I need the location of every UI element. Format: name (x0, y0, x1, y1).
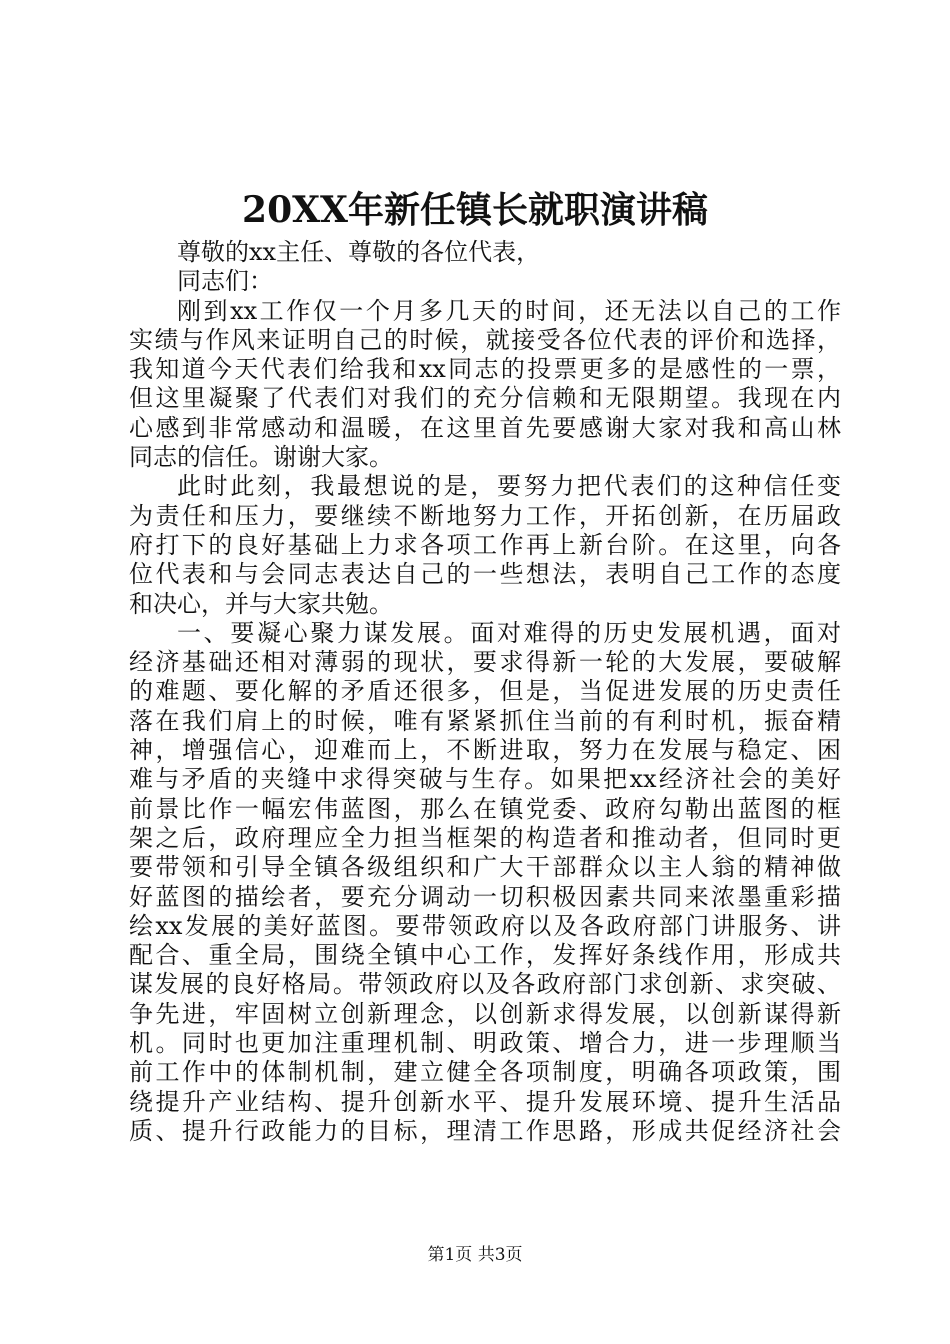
text-line: 此时此刻，我最想说的是，要努力把代表们的这种信任变 (177, 472, 841, 501)
text-line: 前景比作一幅宏伟蓝图，那么在镇党委、政府勾勒出蓝图的框 (129, 794, 841, 823)
text-line: 落在我们肩上的时候，唯有紧紧抓住当前的有利时机，振奋精 (129, 706, 841, 735)
text-line: 谋发展的良好格局。带领政府以及各政府部门求创新、求突破、 (129, 970, 841, 999)
text-line: 的难题、要化解的矛盾还很多，但是，当促进发展的历史责任 (129, 677, 841, 706)
text-line: 经济基础还相对薄弱的现状，要求得新一轮的大发展，要破解 (129, 648, 841, 677)
text-line: 但这里凝聚了代表们对我们的充分信赖和无限期望。我现在内 (129, 384, 841, 413)
text-line: 位代表和与会同志表达自己的一些想法，表明自己工作的态度 (129, 560, 841, 589)
text-line: 好蓝图的描绘者，要充分调动一切积极因素共同来浓墨重彩描 (129, 882, 841, 911)
document-body (129, 238, 841, 1146)
text-line: 绕提升产业结构、提升创新水平、提升发展环境、提升生活品 (129, 1087, 841, 1116)
text-line: 难与矛盾的夹缝中求得突破与生存。如果把xx经济社会的美好 (129, 765, 841, 794)
text-line: 尊敬的xx主任、尊敬的各位代表， (177, 238, 541, 266)
text-line: 实绩与作风来证明自己的时候，就接受各位代表的评价和选择， (129, 325, 841, 354)
text-line: 我知道今天代表们给我和xx同志的投票更多的是感性的一票， (129, 355, 841, 384)
text-line: 心感到非常感动和温暖，在这里首先要感谢大家对我和高山林 (129, 413, 841, 442)
text-line: 为责任和压力，要继续不断地努力工作，开拓创新，在历届政 (129, 501, 841, 530)
text-line: 架之后，政府理应全力担当框架的构造者和推动者，但同时更 (129, 823, 841, 852)
text-line: 质、提升行政能力的目标，理清工作思路，形成共促经济社会 (129, 1116, 841, 1145)
text-line: 绘xx发展的美好蓝图。要带领政府以及各政府部门讲服务、讲 (129, 911, 841, 940)
text-line: 配合、重全局，围绕全镇中心工作，发挥好条线作用，形成共 (129, 941, 841, 970)
text-line: 一、要凝心聚力谋发展。面对难得的历史发展机遇，面对 (177, 618, 841, 647)
text-line: 前工作中的体制机制，建立健全各项制度，明确各项政策，围 (129, 1058, 841, 1087)
text-line: 要带领和引导全镇各级组织和广大干部群众以主人翁的精神做 (129, 853, 841, 882)
page-footer: 第1页 共3页 (427, 1245, 523, 1265)
text-line: 刚到xx工作仅一个月多几天的时间，还无法以自己的工作 (177, 296, 841, 325)
document-title: 20XX年新任镇长就职演讲稿 (242, 189, 708, 231)
text-line: 和决心，并与大家共勉。 (129, 589, 393, 618)
text-line: 机。同时也更加注重理机制、明政策、增合力，进一步理顺当 (129, 1029, 841, 1058)
text-line: 神，增强信心，迎难而上，不断进取，努力在发展与稳定、困 (129, 736, 841, 765)
text-line: 争先进，牢固树立创新理念，以创新求得发展，以创新谋得新 (129, 999, 841, 1028)
text-line: 同志们： (177, 267, 273, 296)
text-line: 同志的信任。谢谢大家。 (129, 443, 393, 472)
text-line: 府打下的良好基础上力求各项工作再上新台阶。在这里，向各 (129, 530, 841, 559)
